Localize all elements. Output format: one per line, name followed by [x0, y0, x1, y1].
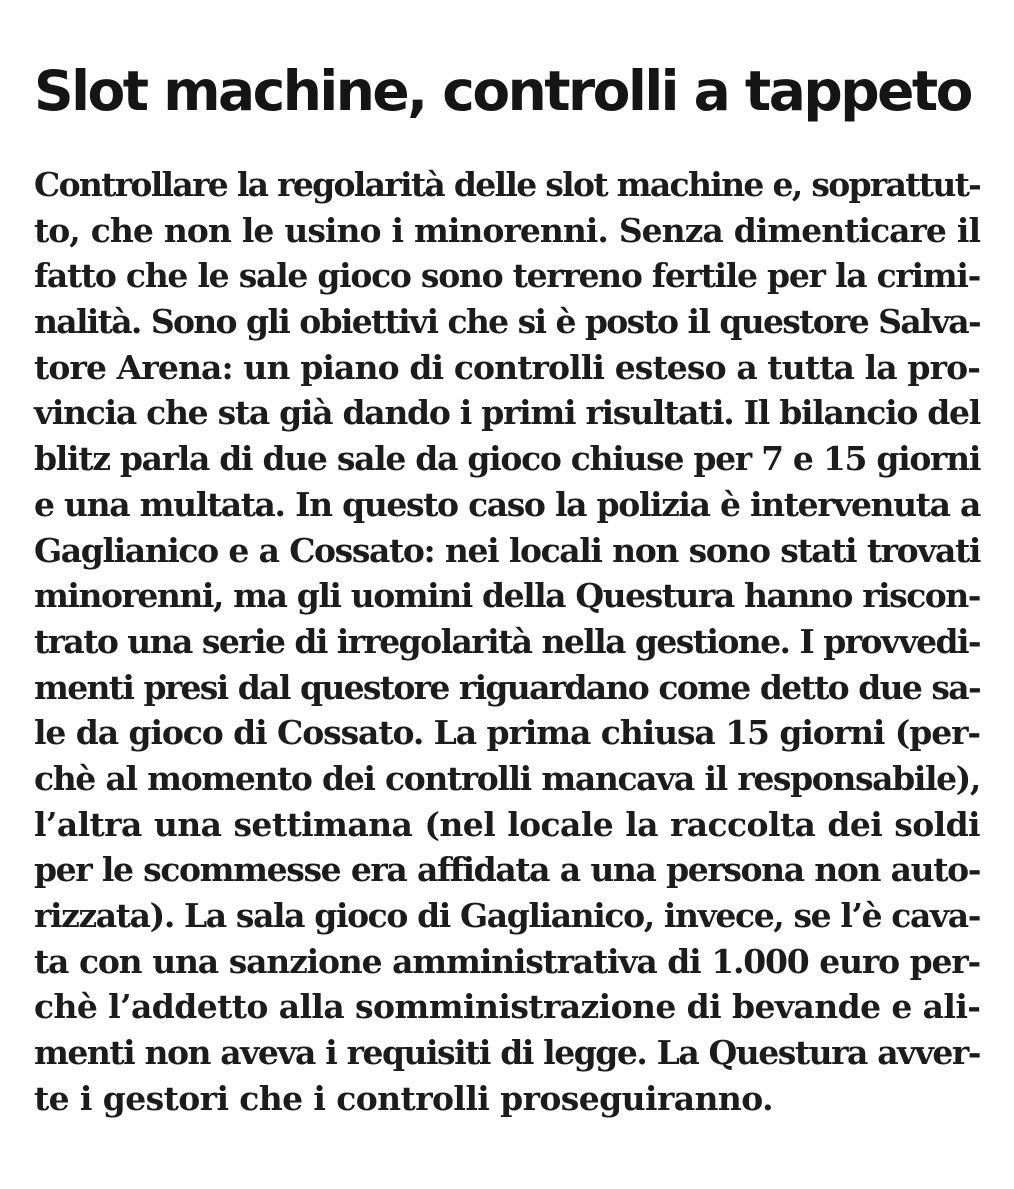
body-line: vincia che sta già dando i primi risultati. Il bilancio del: [34, 393, 980, 433]
article-headline: Slot machine, controlli a tappeto: [34, 59, 971, 123]
body-line: trato una serie di irregolarità nella gestione. I provvedi-: [34, 621, 980, 661]
body-line: menti non aveva i requisiti di legge. La Questura avver-: [34, 1033, 980, 1073]
body-line: l’altra una settimana (nel locale la raccolta dei soldi: [34, 804, 980, 844]
body-line: te i gestori che i controlli proseguiranno.: [34, 1078, 774, 1118]
body-line: fatto che le sale gioco sono terreno fertile per la crimi-: [34, 256, 980, 296]
body-line: ta con una sanzione amministrativa di 1.000 euro per-: [34, 941, 980, 981]
body-line: to, che non le usino i minorenni. Senza dimenticare il: [34, 210, 980, 250]
article-body: [34, 162, 980, 1121]
body-line: rizzata). La sala gioco di Gaglianico, invece, se l’è cava-: [34, 896, 980, 935]
body-line: Controllare la regolarità delle slot machine e, soprattut-: [34, 165, 981, 204]
body-line: Gaglianico e a Cossato: nei locali non sono stati trovati: [34, 530, 980, 570]
body-line: minorenni, ma gli uomini della Questura hanno riscon-: [34, 576, 980, 616]
body-line: chè al momento dei controlli mancava il responsabile),: [34, 758, 980, 798]
body-line: per le scommesse era affidata a una persona non auto-: [34, 850, 980, 890]
body-line: nalità. Sono gli obiettivi che si è posto il questore Salva-: [34, 302, 980, 342]
body-line: e una multata. In questo caso la polizia è intervenuta a: [34, 484, 980, 524]
body-line: menti presi dal questore riguardano come detto due sa-: [34, 667, 980, 707]
body-line: le da gioco di Cossato. La prima chiusa 15 giorni (per-: [34, 713, 980, 753]
body-line: chè l’addetto alla somministrazione di bevande e ali-: [34, 987, 981, 1027]
body-line: tore Arena: un piano di controlli esteso a tutta la pro-: [34, 347, 980, 387]
body-line: blitz parla di due sale da gioco chiuse per 7 e 15 giorni: [34, 439, 981, 479]
